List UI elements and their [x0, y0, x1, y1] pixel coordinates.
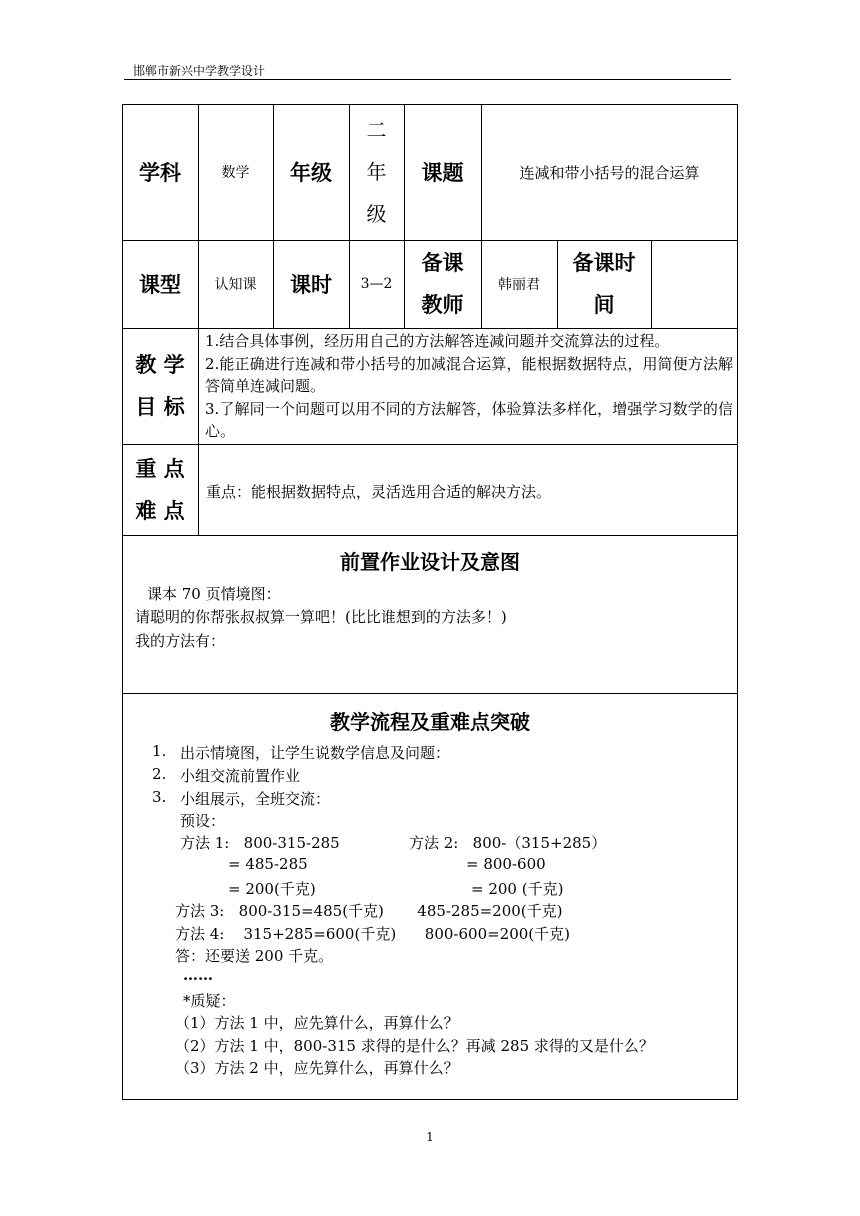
preset-label: 预设：	[180, 812, 226, 830]
method-1-line: 方法 1: 800-315-285	[180, 834, 340, 852]
goals-list	[205, 330, 733, 443]
step-number: 3.	[152, 788, 167, 806]
method-2-line: = 200 (千克)	[471, 880, 564, 898]
teacher-label-line: 教师	[421, 293, 464, 317]
method-1-line: = 485-285	[228, 855, 308, 873]
page-number: 1	[426, 1130, 434, 1144]
preview-line: 我的方法有：	[135, 632, 226, 650]
goals-label-line: 教 学	[135, 353, 185, 377]
prep-time-label-line: 备课时	[572, 251, 636, 275]
question-label: *质疑：	[183, 992, 236, 1010]
ellipsis: ……	[183, 966, 213, 984]
row-divider	[122, 328, 738, 329]
preview-line: 课本 70 页情境图：	[147, 585, 281, 603]
step-text: 出示情境图，让学生说数学信息及问题：	[180, 744, 451, 762]
teacher-label	[404, 240, 481, 328]
grade-value-char: 年	[366, 160, 387, 184]
goal-item: 1.结合具体事例，经历用自己的方法解答连减问题并交流算法的过程。	[205, 332, 670, 350]
lesson-type-label: 课型	[139, 273, 181, 297]
grade-label: 年级	[290, 161, 332, 185]
goals-label-line: 目 标	[135, 395, 185, 419]
row-divider	[122, 535, 738, 536]
method-3-line: 方法 3: 800-315=485(千克) 485-285=200(千克)	[175, 902, 563, 920]
grade-value-char: 二	[366, 118, 387, 142]
preview-line: 请聪明的你帮张叔叔算一算吧！(比比谁想到的方法多！)	[135, 608, 507, 626]
goal-item: 3.了解同一个问题可以用不同的方法解答，体验算法多样化，增强学习数学的信心。	[205, 399, 733, 440]
method-4-line: 方法 4: 315+285=600(千克) 800-600=200(千克)	[175, 925, 571, 943]
teacher-label-line: 备课	[421, 251, 464, 275]
step-text: 小组交流前置作业	[180, 767, 301, 785]
key-points-label	[122, 444, 198, 535]
prep-time-value	[651, 240, 738, 328]
process-section-title: 教学流程及重难点突破	[330, 710, 530, 734]
key-points-label-line: 难 点	[135, 498, 185, 523]
question-item: （3）方法 2 中，应先算什么，再算什么？	[175, 1059, 459, 1077]
subject-value: 数学	[221, 165, 250, 181]
prep-time-label	[557, 240, 651, 328]
subject-label: 学科	[139, 161, 181, 185]
lesson-type-value: 认知课	[214, 277, 257, 293]
topic-value: 连减和带小括号的混合运算	[519, 163, 700, 182]
period-label: 课时	[290, 273, 332, 297]
method-2-line: = 800-600	[466, 855, 546, 873]
key-points-text: 重点：能根据数据特点，灵活选用合适的解决方法。	[206, 483, 552, 501]
question-item: （1）方法 1 中，应先算什么，再算什么？	[175, 1014, 459, 1032]
preview-section-title: 前置作业设计及意图	[340, 550, 520, 574]
document-header-title: 邯郸市新兴中学教学设计	[133, 64, 266, 78]
prep-time-label-line: 间	[593, 293, 615, 317]
row-divider	[122, 693, 738, 694]
topic-label: 课题	[421, 161, 464, 185]
row-divider	[122, 444, 738, 445]
goals-label	[122, 328, 198, 444]
teacher-value: 韩丽君	[498, 277, 540, 293]
step-number: 1.	[152, 742, 167, 760]
goal-item: 2.能正确进行连减和带小括号的加减混合运算，能根据数据特点，用简便方法解答简单连减问题。	[205, 354, 733, 395]
answer-line: 答：还要送 200 千克。	[175, 947, 334, 965]
step-number: 2.	[152, 765, 167, 783]
method-1-line: = 200(千克)	[228, 880, 316, 898]
header-divider	[124, 79, 731, 80]
period-value: 3—2	[360, 276, 393, 292]
grade-value-char: 级	[366, 202, 387, 226]
grade-value	[349, 104, 404, 240]
key-points-label-line: 重 点	[135, 456, 185, 481]
method-2-line: 方法 2: 800-（315+285）	[409, 834, 607, 852]
question-item: （2）方法 1 中，800-315 求得的是什么？再减 285 求得的又是什么？	[175, 1037, 654, 1055]
step-text: 小组展示，全班交流：	[180, 790, 331, 808]
